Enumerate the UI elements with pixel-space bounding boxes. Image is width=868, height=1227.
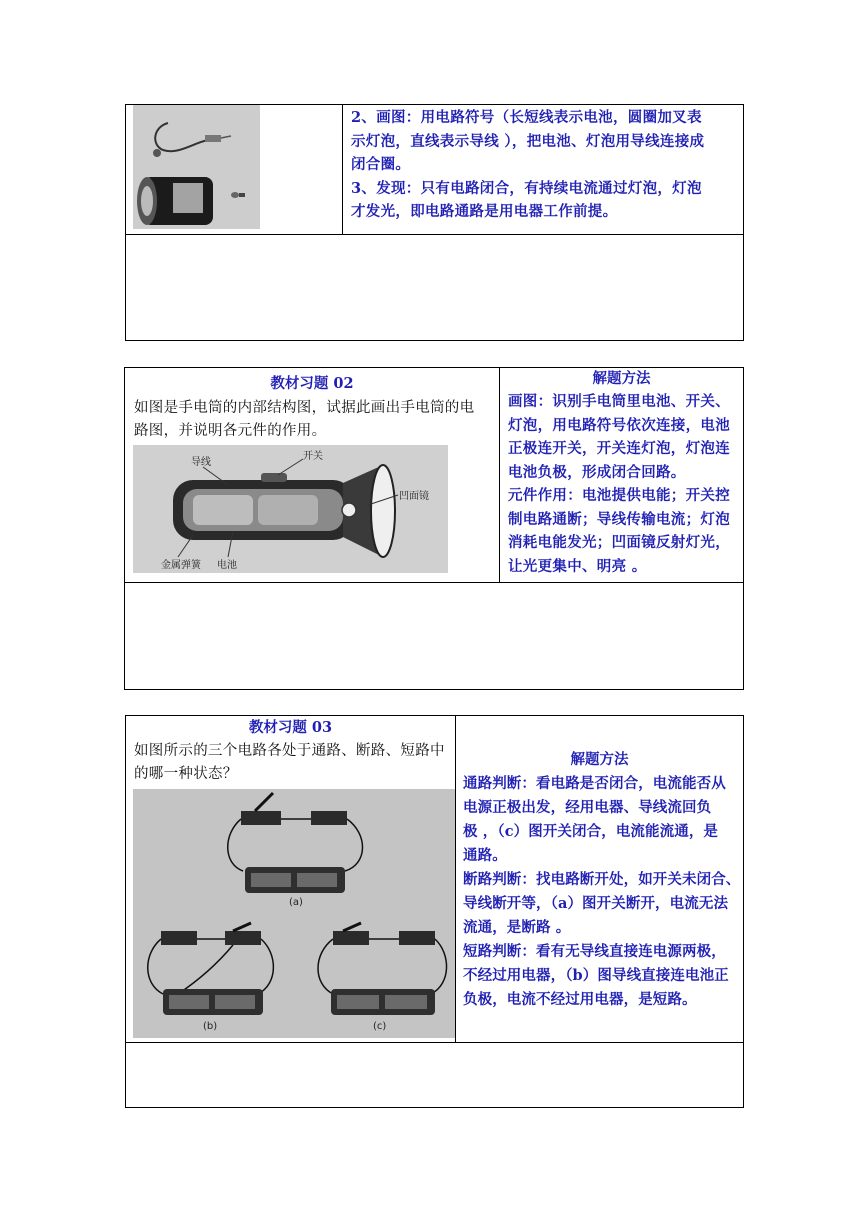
- exercise-03-title: 教材习题 03: [248, 719, 333, 736]
- method-line: 电池负极，形成闭合回路。: [508, 463, 686, 481]
- method-line: 正极连开关，开关连灯泡，灯泡连: [508, 440, 730, 457]
- question-line: 如图是手电筒的内部结构图，试据此画出手电筒的电: [134, 400, 475, 416]
- battery-bulb-illustration: [133, 105, 260, 229]
- question-line: 路图，并说明各元件的作用。: [134, 423, 327, 439]
- exercise-02-method-title: 解题方法: [592, 370, 651, 387]
- method-line: 极 ，（c）图开关闭合，电流能流通，是: [463, 823, 719, 840]
- flashlight-illustration: [133, 445, 448, 573]
- label-a: (a): [289, 897, 303, 908]
- method-line: 让光更集中、明亮 。: [508, 557, 647, 575]
- battery-bulb-photo: [133, 105, 260, 229]
- question-line: 如图所示的三个电路各处于通路、断路、短路中: [134, 743, 445, 759]
- section1-line: 示灯泡，直线表示导线 ），把电池、灯泡用导线连接成: [351, 132, 705, 150]
- section1-line: 3、发现：只有电路闭合，有持续电流通过灯泡，灯泡: [351, 179, 702, 197]
- label-spring: 金属弹簧: [161, 560, 201, 571]
- label-wire: 导线: [191, 457, 211, 468]
- label-switch: 开关: [303, 451, 323, 462]
- method-line: 流通，是断路 。: [463, 919, 571, 936]
- table-1-divider: [342, 104, 343, 235]
- method-line: 电源正极出发，经用电器、导线流回负: [463, 799, 712, 816]
- method-line: 负极，电流不经过用电器，是短路。: [463, 991, 697, 1008]
- exercise-02-question: [134, 397, 498, 443]
- method-line: 画图：识别手电筒里电池、开关、: [508, 393, 730, 410]
- method-line: 不经过用电器，（b）图导线直接连电池正: [463, 967, 729, 984]
- table-1-row-divider: [125, 234, 744, 235]
- section1-line: 闭合圈。: [351, 156, 411, 173]
- exercise-02-method: [508, 390, 744, 578]
- table-2-divider: [499, 367, 500, 583]
- section1-line: 2、画图：用电路符号（长短线表示电池，圆圈加叉表: [351, 109, 702, 126]
- method-line: 断路判断：找电路断开处，如开关未闭合、: [463, 871, 741, 888]
- method-line: 消耗电能发光；凹面镜反射灯光，: [508, 534, 730, 551]
- exercise-03-method-title: 解题方法: [570, 751, 629, 768]
- table-3-row-divider: [125, 1042, 744, 1043]
- question-line: 的哪一种状态？: [134, 766, 238, 782]
- method-line: 短路判断：看有无导线直接连电源两极，: [463, 943, 726, 960]
- method-line: 通路判断：看电路是否闭合，电流能否从: [463, 775, 726, 792]
- label-b: (b): [203, 1021, 218, 1032]
- section1-line: 才发光，即电路通路是用电器工作前提。: [351, 203, 618, 220]
- method-line: 通路。: [463, 847, 507, 864]
- method-line: 灯泡，用电路符号依次连接，电池: [508, 416, 730, 434]
- section1-text: [351, 106, 743, 224]
- label-mirror: 凹面镜: [399, 491, 429, 502]
- exercise-03-question: [134, 740, 456, 786]
- exercise-02-title: 教材习题 02: [270, 375, 354, 392]
- label-battery: 电池: [217, 560, 237, 571]
- circuits-photo: [133, 789, 455, 1038]
- flashlight-diagram: [133, 445, 448, 573]
- circuits-illustration: [133, 789, 455, 1038]
- table-2-row-divider: [124, 582, 744, 583]
- label-c: (c): [373, 1021, 387, 1032]
- method-line: 制电路通断；导线传输电流；灯泡: [508, 510, 730, 528]
- exercise-03-method: [463, 772, 744, 1012]
- method-line: 导线断开等，（a）图开关断开，电流无法: [463, 895, 729, 912]
- method-line: 元件作用：电池提供电能；开关控: [508, 487, 730, 504]
